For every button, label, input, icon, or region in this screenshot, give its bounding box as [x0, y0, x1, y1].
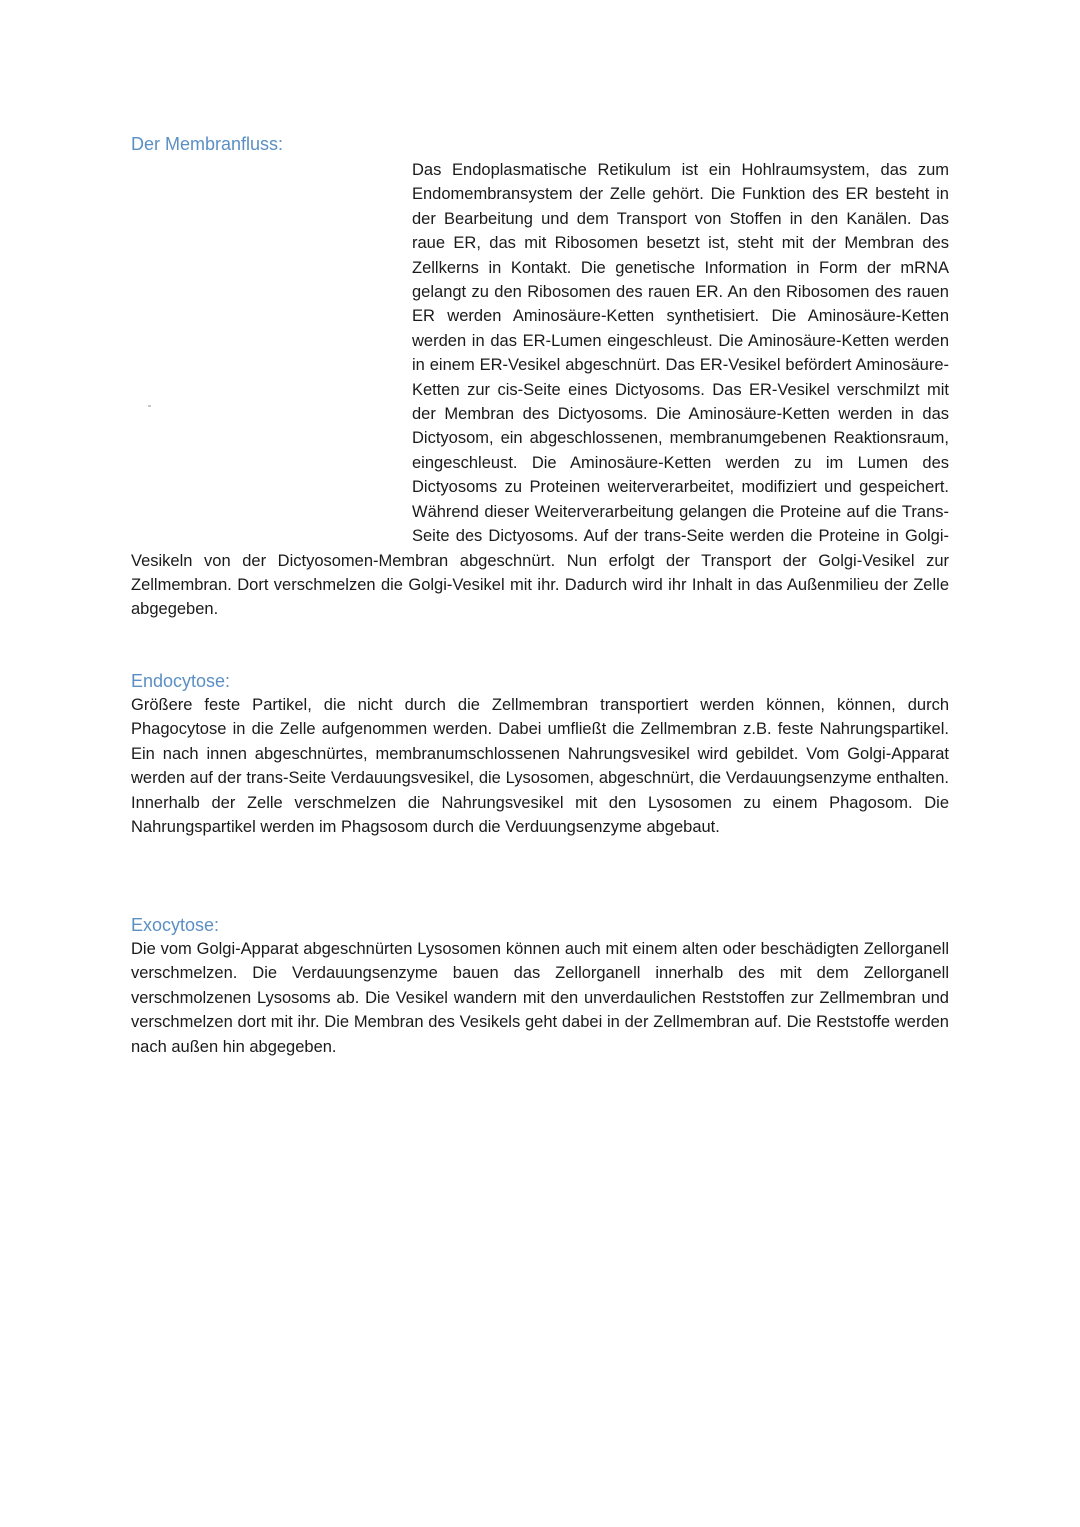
- heading-membranfluss: Der Membranfluss:: [131, 134, 284, 154]
- heading-exocytose: Exocytose:: [131, 915, 220, 935]
- section-membranfluss: [131, 132, 949, 622]
- paragraph-endocytose: Größere feste Partikel, die nicht durch die Zellmembran transportiert werden können, können, durch Phagocytose in die Zelle aufgenommen werden. Dabei umfließt die Zellmembran z.B. feste Nahrungspartikel. Ein nach innen abgeschnürtes, membranumschlossenen Nahrungsvesikel wird gebildet. Vom Golgi-Apparat werden auf der trans-Seite Verdauungsvesikel, die Lysosomen, abgeschnürt, die Verdauungsenzyme enthalten. Innerhalb der Zelle verschmelzen die Nahrungsvesikel mit den Lysosomen zu einem Phagosom. Die Nahrungspartikel werden im Phagsosom durch die Verduungsenzyme abgebaut.: [131, 696, 949, 837]
- figure-placeholder: [131, 156, 412, 546]
- paragraph-membranfluss: Das Endoplasmatische Retikulum ist ein Hohlraumsystem, das zum Endomembransystem der Zelle gehört. Die Funktion des ER besteht in der Bearbeitung und dem Transport von Stoffen in den Kanälen. Das raue ER, das mit Ribosomen besetzt ist, steht mit der Membran des Zellkerns in Kontakt. Die genetische Information in Form der mRNA gelangt zu den Ribosomen des rauen ER. An den Ribosomen des rauen ER werden Aminosäure-Ketten synthetisiert. Die Aminosäure-Ketten werden in das ER-Lumen eingeschleust. Die Aminosäure-Ketten werden in einem ER-Vesikel abgeschnürt. Das ER-Vesikel befördert Aminosäure-Ketten zur cis-Seite eines Dictyosoms. Das ER-Vesikel verschmilzt mit der Membran des Dictyosoms. Die Aminosäure-Ketten werden in das Dictyosom, ein abgeschlossenen, membranumgebenen Reaktionsraum, eingeschleust. Die Aminosäure-Ketten werden zu im Lumen des Dictyosoms zu Proteinen weiterverarbeitet, modifiziert und gespeichert. Während dieser Weiterverarbeitung gelangen die Proteine auf die Trans-Seite des Dictyosoms. Auf der trans-Seite werden die Proteine in Golgi-Vesikeln von der Dictyosomen-Membran abgeschnürt. Nun erfolgt der Transport der Golgi-Vesikel zur Zellmembran. Dort verschmelzen die Golgi-Vesikel mit ihr. Dadurch wird ihr Inhalt in das Außenmilieu der Zelle abgegeben.: [131, 161, 949, 619]
- section-endocytose: [131, 669, 949, 839]
- section-exocytose: [131, 913, 949, 1059]
- paragraph-exocytose: Die vom Golgi-Apparat abgeschnürten Lysosomen können auch mit einem alten oder beschädigten Zellorganell verschmelzen. Die Verdauungsenzyme bauen das Zellorganell innerhalb des mit dem Zellorganell verschmolzenen Lysosoms ab. Die Vesikel wandern mit den unverdaulichen Reststoffen zur Zellmembran und verschmelzen dort mit ihr. Die Membran des Vesikels geht dabei in der Zellmembran auf. Die Reststoffe werden nach außen hin abgegeben.: [131, 940, 949, 1056]
- heading-endocytose: Endocytose:: [131, 671, 231, 691]
